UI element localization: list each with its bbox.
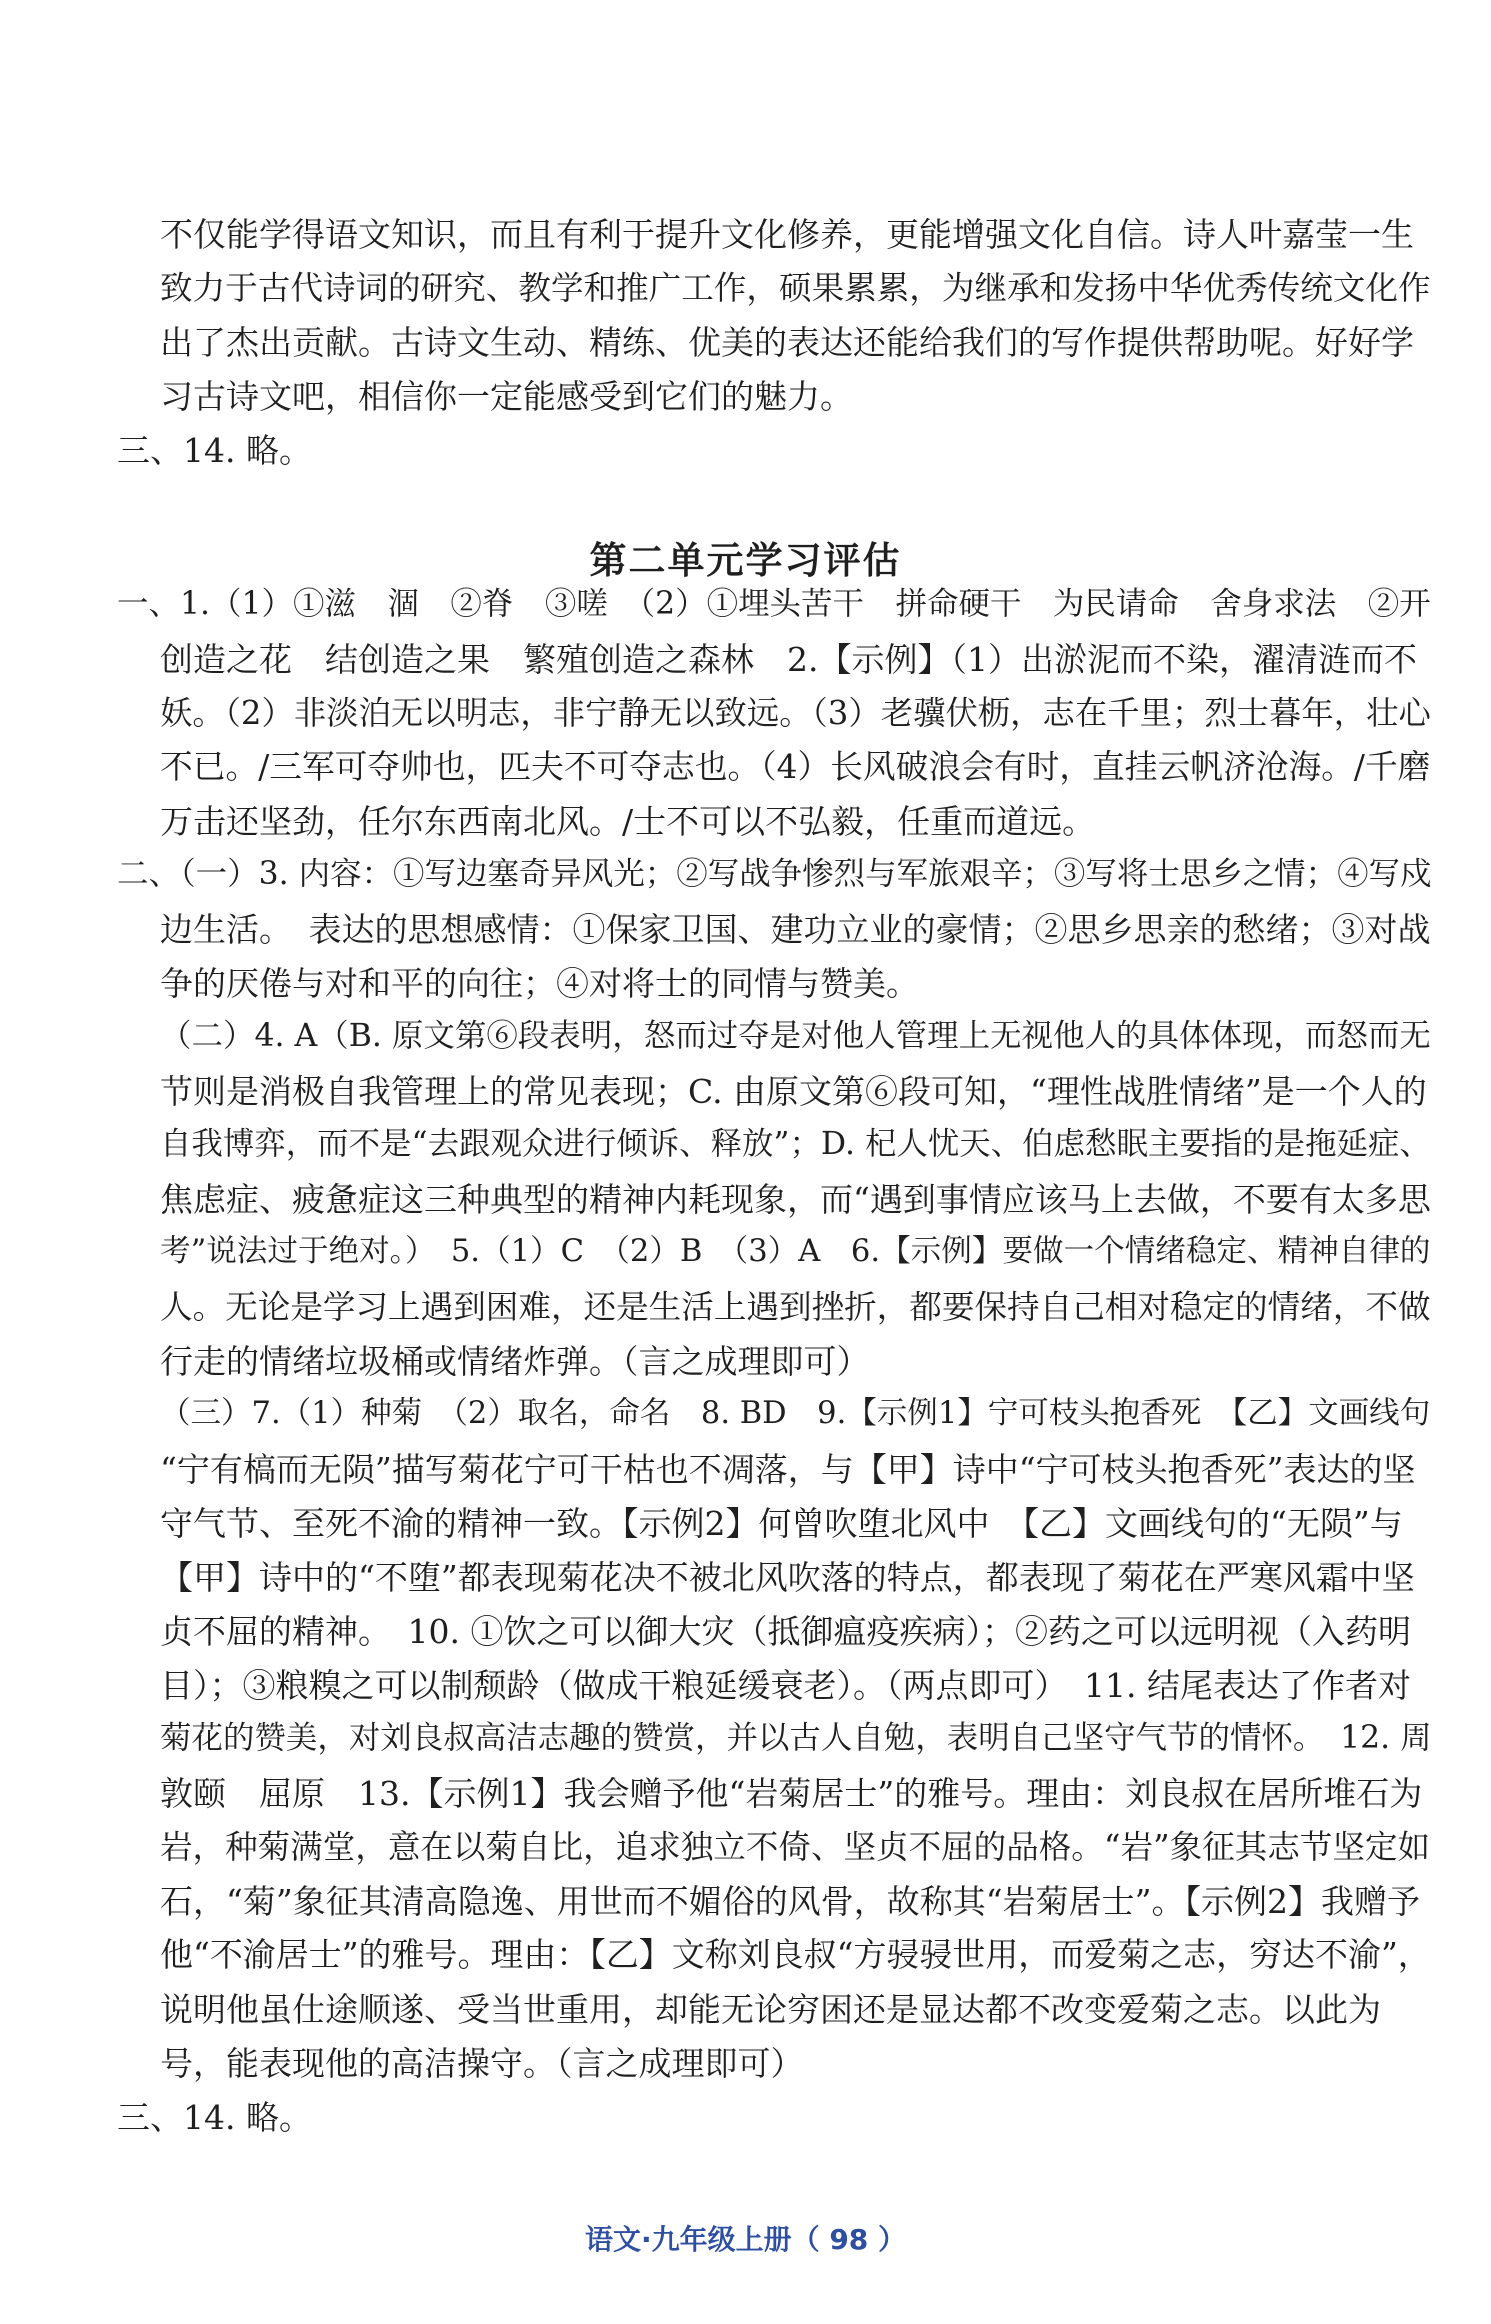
text-line: 他“不渝居士”的雅号。理由：【乙】文称刘良叔“方骎骎世用，而爱菊之志，穷达不渝”， bbox=[160, 1935, 1431, 1974]
text-line: 守气节、至死不渝的精神一致。【示例2】何曾吹堕北风中 【乙】文画线句的“无陨”与 bbox=[160, 1504, 1403, 1543]
text-line: 说明他虽仕途顺遂、受当世重用，却能无论穷困还是显达都不改变爱菊之志。以此为 bbox=[160, 1990, 1381, 2029]
text-line: 石，“菊”象征其清高隐逸、用世而不媚俗的风骨，故称其“岩菊居士”。【示例2】我赠予 bbox=[160, 1882, 1420, 1921]
text-line: 一、1.（1）①滋 涸 ②脊 ③嗟 （2）①埋头苦干 拼命硬干 为民请命 舍身求法 ②开 bbox=[117, 586, 1431, 622]
text-line: 考”说法过于绝对。） 5.（1）C （2）B （3）A 6.【示例】要做一个情绪稳定、精神自律的 bbox=[160, 1234, 1431, 1269]
text-line: 不已。/三军可夺帅也，匹夫不可夺志也。（4）长风破浪会有时，直挂云帆济沧海。/千磨 bbox=[160, 748, 1431, 786]
text-line: 创造之花 结创造之果 繁殖创造之森林 2.【示例】（1）出淤泥而不染，濯清涟而不 bbox=[160, 640, 1417, 679]
text-line: （二）4. A（B. 原文第⑥段表明，怒而过夺是对他人管理上无视他人的具体体现，而怒而无 bbox=[160, 1018, 1431, 1054]
text-line: 习古诗文吧，相信你一定能感受到它们的魅力。 bbox=[160, 377, 853, 416]
text-line: 出了杰出贡献。古诗文生动、精练、优美的表达还能给我们的写作提供帮助呢。好好学 bbox=[160, 323, 1414, 362]
text-line: 万击还坚劲，任尔东西南北风。/士不可以不弘毅，任重而道远。 bbox=[160, 802, 1096, 841]
text-line: 三、14. 略。 bbox=[117, 431, 312, 470]
text-line: 争的厌倦与对和平的向往；④对将士的同情与赞美。 bbox=[160, 964, 919, 1003]
text-line: （三）7.（1）种菊 （2）取名，命名 8. BD 9.【示例1】宁可枝头抱香死 【乙】文画线句 bbox=[160, 1396, 1431, 1431]
text-line: 号，能表现他的高洁操守。（言之成理即可） bbox=[160, 2044, 804, 2083]
text-line: 节则是消极自我管理上的常见表现；C. 由原文第⑥段可知，“理性战胜情绪”是一个人的 bbox=[160, 1072, 1427, 1111]
text-line: “宁有槁而无陨”描写菊花宁可干枯也不凋落，与【甲】诗中“宁可枝头抱香死”表达的坚 bbox=[160, 1450, 1416, 1489]
text-line: 人。无论是学习上遇到困难，还是生活上遇到挫折，都要保持自己相对稳定的情绪，不做 bbox=[160, 1288, 1431, 1326]
section-title: 第二单元学习评估 bbox=[589, 538, 902, 582]
text-line: 致力于古代诗词的研究、教学和推广工作，硕果累累，为继承和发扬中华优秀传统文化作 bbox=[160, 269, 1431, 307]
text-line: 不仅能学得语文知识，而且有利于提升文化修养，更能增强文化自信。诗人叶嘉莹一生 bbox=[160, 215, 1414, 254]
text-line: 岩，种菊满堂，意在以菊自比，追求独立不倚、坚贞不屈的品格。“岩”象征其志节坚定如 bbox=[160, 1828, 1431, 1866]
text-line: 焦虑症、疲惫症这三种典型的精神内耗现象，而“遇到事情应该马上去做，不要有太多思 bbox=[160, 1180, 1431, 1219]
text-line: 二、（一）3. 内容：①写边塞奇异风光；②写战争惨烈与军旅艰辛；③写将士思乡之情；④写戍 bbox=[117, 856, 1432, 892]
text-line: 三、14. 略。 bbox=[117, 2098, 312, 2137]
page-footer: 语文·九年级上册（ 98 ） bbox=[584, 2223, 907, 2256]
text-line: 妖。（2）非淡泊无以明志，非宁静无以致远。（3）老骥伏枥，志在千里；烈士暮年，壮心 bbox=[160, 694, 1431, 732]
text-line: 贞不屈的精神。 10. ①饮之可以御大灾（抵御瘟疫疾病）；②药之可以远明视（入药明 bbox=[160, 1612, 1411, 1651]
text-line: 敦颐 屈原 13.【示例1】我会赠予他“岩菊居士”的雅号。理由：刘良叔在居所堆石为 bbox=[160, 1774, 1423, 1813]
text-line: 自我博弈，而不是“去跟观众进行倾诉、释放”；D. 杞人忧天、伯虑愁眠主要指的是拖延症、 bbox=[160, 1126, 1431, 1162]
text-line: 菊花的赞美，对刘良叔高洁志趣的赞赏，并以古人自勉，表明自己坚守气节的情怀。 12. 周 bbox=[160, 1720, 1432, 1756]
text-line: 目）；③粮糗之可以制颓龄（做成干粮延缓衰老）。（两点即可） 11. 结尾表达了作者对 bbox=[160, 1666, 1411, 1705]
text-line: 边生活。 表达的思想感情：①保家卫国、建功立业的豪情；②思乡思亲的愁绪；③对战 bbox=[160, 910, 1431, 949]
text-line: 【甲】诗中的“不堕”都表现菊花决不被北风吹落的特点，都表现了菊花在严寒风霜中坚 bbox=[160, 1558, 1415, 1597]
text-line: 行走的情绪垃圾桶或情绪炸弹。（言之成理即可） bbox=[160, 1342, 870, 1381]
